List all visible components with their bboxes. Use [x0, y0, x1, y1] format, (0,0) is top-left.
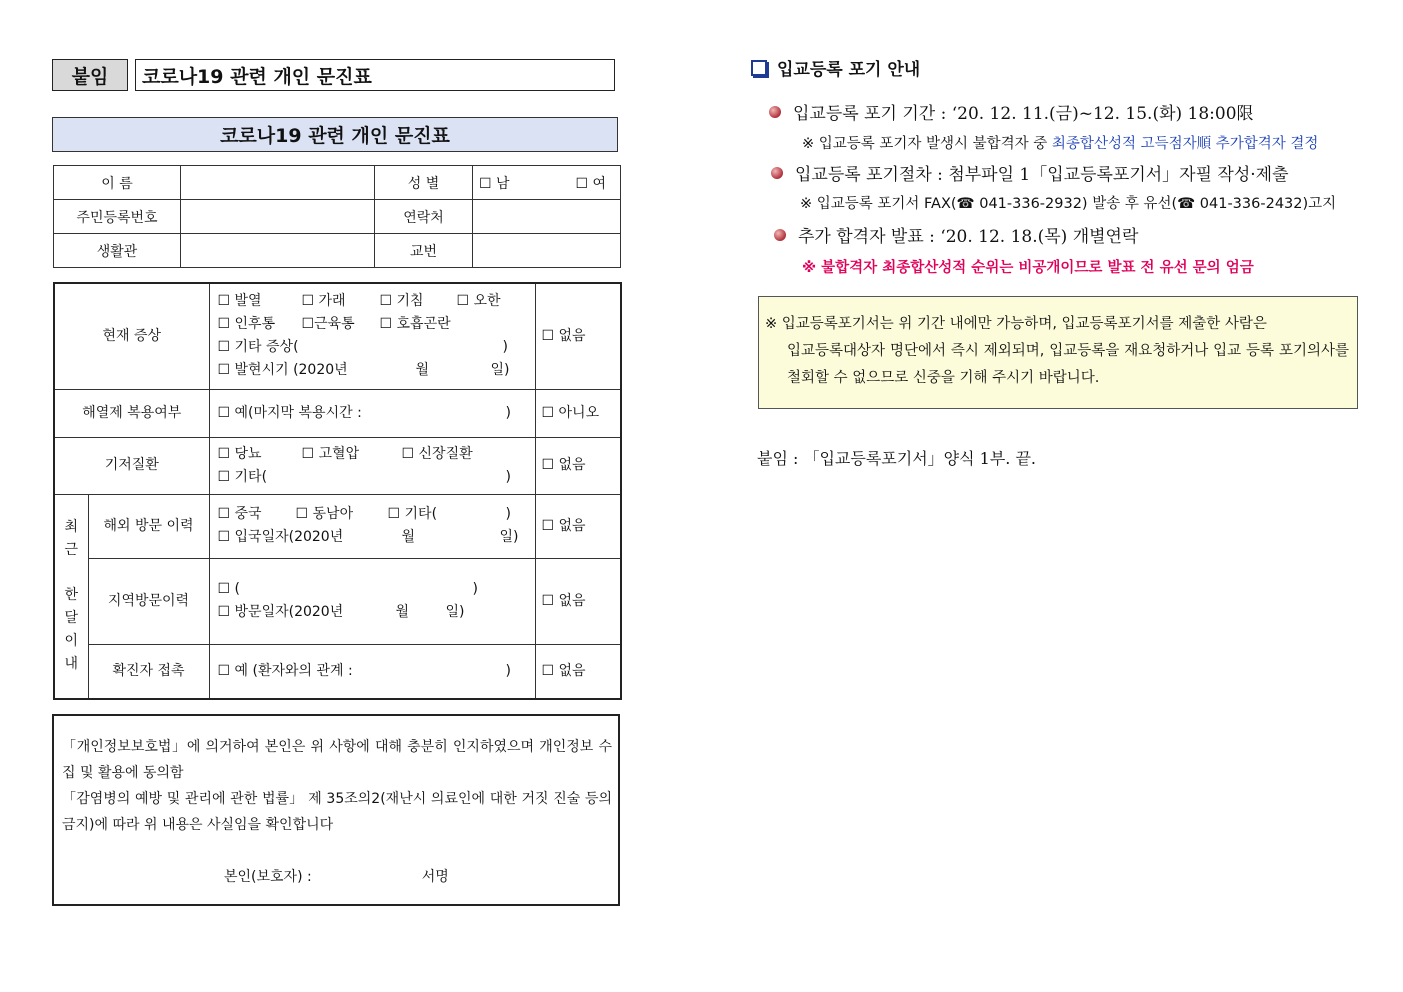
contact-number-label: 연락처 [375, 200, 473, 234]
paren-close: ) [505, 506, 511, 522]
school-no-label: 교번 [375, 234, 473, 268]
gender-female-checkbox[interactable]: ☐ 여 [575, 175, 606, 192]
other-disease-checkbox[interactable]: ☐ 기타( [217, 468, 268, 485]
ball-bullet-icon [771, 167, 783, 179]
current-symptoms-none-checkbox[interactable]: ☐ 없음 [535, 283, 621, 389]
entry-date-checkbox[interactable]: ☐ 입국일자(2020년 [217, 529, 344, 545]
dorm-field[interactable] [181, 234, 375, 268]
antipyretic-options [209, 389, 535, 437]
form-title: 코로나19 관련 개인 문진표 [52, 117, 618, 152]
ball-bullet-icon [774, 229, 786, 241]
note-fax: ※ 입교등록 포기서 FAX(☎ 041-336-2932) 발송 후 유선(☎ 041-336-2432)고지 [800, 196, 1337, 212]
kidney-disease-checkbox[interactable]: ☐ 신장질환 [401, 445, 473, 462]
rrn-field[interactable] [181, 200, 375, 234]
overseas-visit-options [209, 494, 535, 558]
muscle-pain-checkbox[interactable]: ☐근육통 [301, 316, 355, 333]
ball-bullet-icon [769, 106, 781, 118]
signer-label: 본인(보호자) : [224, 869, 312, 885]
month-label: 월 [415, 362, 430, 379]
note-no-inquiry: ※ 불합격자 최종합산성적 순위는 비공개이므로 발표 전 유선 문의 엄금 [802, 260, 1254, 276]
consent-privacy-text: 「개인정보보호법」에 의거하여 본인은 위 사항에 대해 충분히 인지하였으며 개인정보 수집 및 활용에 동의함 [62, 739, 612, 781]
regional-visit-label: 지역방문이력 [88, 558, 209, 644]
additional-pass-highlight: 최종합산성적 고득점자順 추가합격자 결정 [1051, 136, 1319, 152]
note-withdraw-period: ※ 입교등록 포기자 발생시 불합격자 중 최종합산성적 고득점자順 추가합격자 결정 [802, 136, 1319, 152]
consent-truth-text: 「감염병의 예방 및 관리에 관한 법률」 제 35조의2(재난시 의료인에 대한 거짓 진술 등의 금지)에 따라 위 내용은 사실임을 확인합니다 [62, 791, 612, 833]
underlying-disease-options [209, 437, 535, 494]
day-label: 일) [445, 604, 465, 620]
warning-line-1: ※ 입교등록포기서는 위 기간 내에만 가능하며, 입교등록포기서를 제출한 사람은 [765, 316, 1267, 332]
attach-title: 코로나19 관련 개인 문진표 [135, 59, 615, 91]
contact-none-checkbox[interactable]: ☐ 없음 [535, 644, 621, 699]
antipyretic-label: 해열제 복용여부 [54, 389, 209, 437]
current-symptoms-options [209, 283, 535, 389]
rrn-label: 주민등록번호 [54, 200, 181, 234]
month-label: 월 [395, 604, 410, 620]
contact-number-field[interactable] [473, 200, 621, 234]
antipyretic-no-checkbox[interactable]: ☐ 아니오 [535, 389, 621, 437]
school-no-field[interactable] [473, 234, 621, 268]
contact-yes-checkbox[interactable]: ☐ 예 (환자와의 관계 : [217, 662, 353, 679]
phlegm-checkbox[interactable]: ☐ 가래 [301, 293, 346, 310]
visit-place-checkbox[interactable]: ☐ ( [217, 581, 240, 597]
paren-close: ) [505, 468, 511, 485]
antipyretic-yes-checkbox[interactable]: ☐ 예(마지막 복용시간 : [217, 404, 362, 421]
hypertension-checkbox[interactable]: ☐ 고혈압 [301, 445, 360, 462]
paren-close: ) [502, 339, 508, 356]
onset-date-checkbox[interactable]: ☐ 발현시기 (2020년 [217, 362, 348, 379]
gender-male-checkbox[interactable]: ☐ 남 [479, 175, 510, 192]
other-country-checkbox[interactable]: ☐ 기타( [387, 506, 438, 522]
gender-field [473, 166, 621, 200]
withdraw-procedure-text: 입교등록 포기절차 : 첨부파일 1「입교등록포기서」자필 작성·제출 [795, 165, 1289, 185]
paren-close: ) [505, 404, 511, 421]
warning-box [758, 296, 1358, 409]
additional-announcement-text: 추가 합격자 발표 : ‘20. 12. 18.(목) 개별연락 [798, 227, 1139, 247]
name-field[interactable] [181, 166, 375, 200]
southeast-asia-checkbox[interactable]: ☐ 동남아 [295, 506, 354, 522]
diabetes-checkbox[interactable]: ☐ 당뇨 [217, 445, 262, 462]
day-label: 일) [499, 529, 519, 545]
attachment-footer: 붙임 : 「입교등록포기서」양식 1부. 끝. [757, 449, 1037, 468]
current-symptoms-label: 현재 증상 [54, 283, 209, 389]
bullet-additional-announcement [774, 222, 1138, 247]
gender-label: 성 별 [375, 166, 473, 200]
month-label: 월 [401, 529, 416, 545]
cough-checkbox[interactable]: ☐ 기침 [379, 293, 424, 310]
attach-label: 붙임 [52, 59, 128, 91]
confirmed-contact-label: 확진자 접촉 [88, 644, 209, 699]
personal-info-table [53, 165, 621, 268]
bullet-withdraw-procedure [771, 160, 1289, 185]
symptom-table [53, 282, 622, 700]
name-label: 이 름 [54, 166, 181, 200]
overseas-visit-label: 해외 방문 이력 [88, 494, 209, 558]
section-title [751, 55, 920, 80]
regional-visit-options [209, 558, 535, 644]
other-symptom-checkbox[interactable]: ☐ 기타 증상( [217, 339, 299, 356]
day-label: 일) [490, 362, 510, 379]
warning-line-2: 입교등록대상자 명단에서 즉시 제외되며, 입교등록을 재요청하거나 입교 등록 포기의사를 철회할 수 없으므로 신중을 기해 주시기 바랍니다. [787, 343, 1349, 386]
dorm-label: 생활관 [54, 234, 181, 268]
paren-close: ) [472, 581, 478, 597]
sore-throat-checkbox[interactable]: ☐ 인후통 [217, 316, 276, 333]
chills-checkbox[interactable]: ☐ 오한 [456, 293, 501, 310]
consent-box [52, 714, 620, 906]
fever-checkbox[interactable]: ☐ 발열 [217, 293, 262, 310]
paren-close: ) [505, 662, 511, 679]
underlying-none-checkbox[interactable]: ☐ 없음 [535, 437, 621, 494]
overseas-none-checkbox[interactable]: ☐ 없음 [535, 494, 621, 558]
recent-month-label: 최 근 한 달 이 내 [54, 494, 88, 699]
signature-label[interactable]: 서명 [421, 869, 449, 885]
visit-date-checkbox[interactable]: ☐ 방문일자(2020년 [217, 604, 344, 620]
confirmed-contact-options [209, 644, 535, 699]
dyspnea-checkbox[interactable]: ☐ 호흡곤란 [379, 316, 451, 333]
regional-none-checkbox[interactable]: ☐ 없음 [535, 558, 621, 644]
square-bullet-icon [751, 60, 767, 76]
china-checkbox[interactable]: ☐ 중국 [217, 506, 262, 522]
underlying-disease-label: 기저질환 [54, 437, 209, 494]
bullet-withdraw-period [769, 99, 1254, 124]
withdraw-period-text: 입교등록 포기 기간 : ‘20. 12. 11.(금)~12. 15.(화) 18:00限 [793, 104, 1254, 124]
section-title-text: 입교등록 포기 안내 [777, 60, 921, 80]
